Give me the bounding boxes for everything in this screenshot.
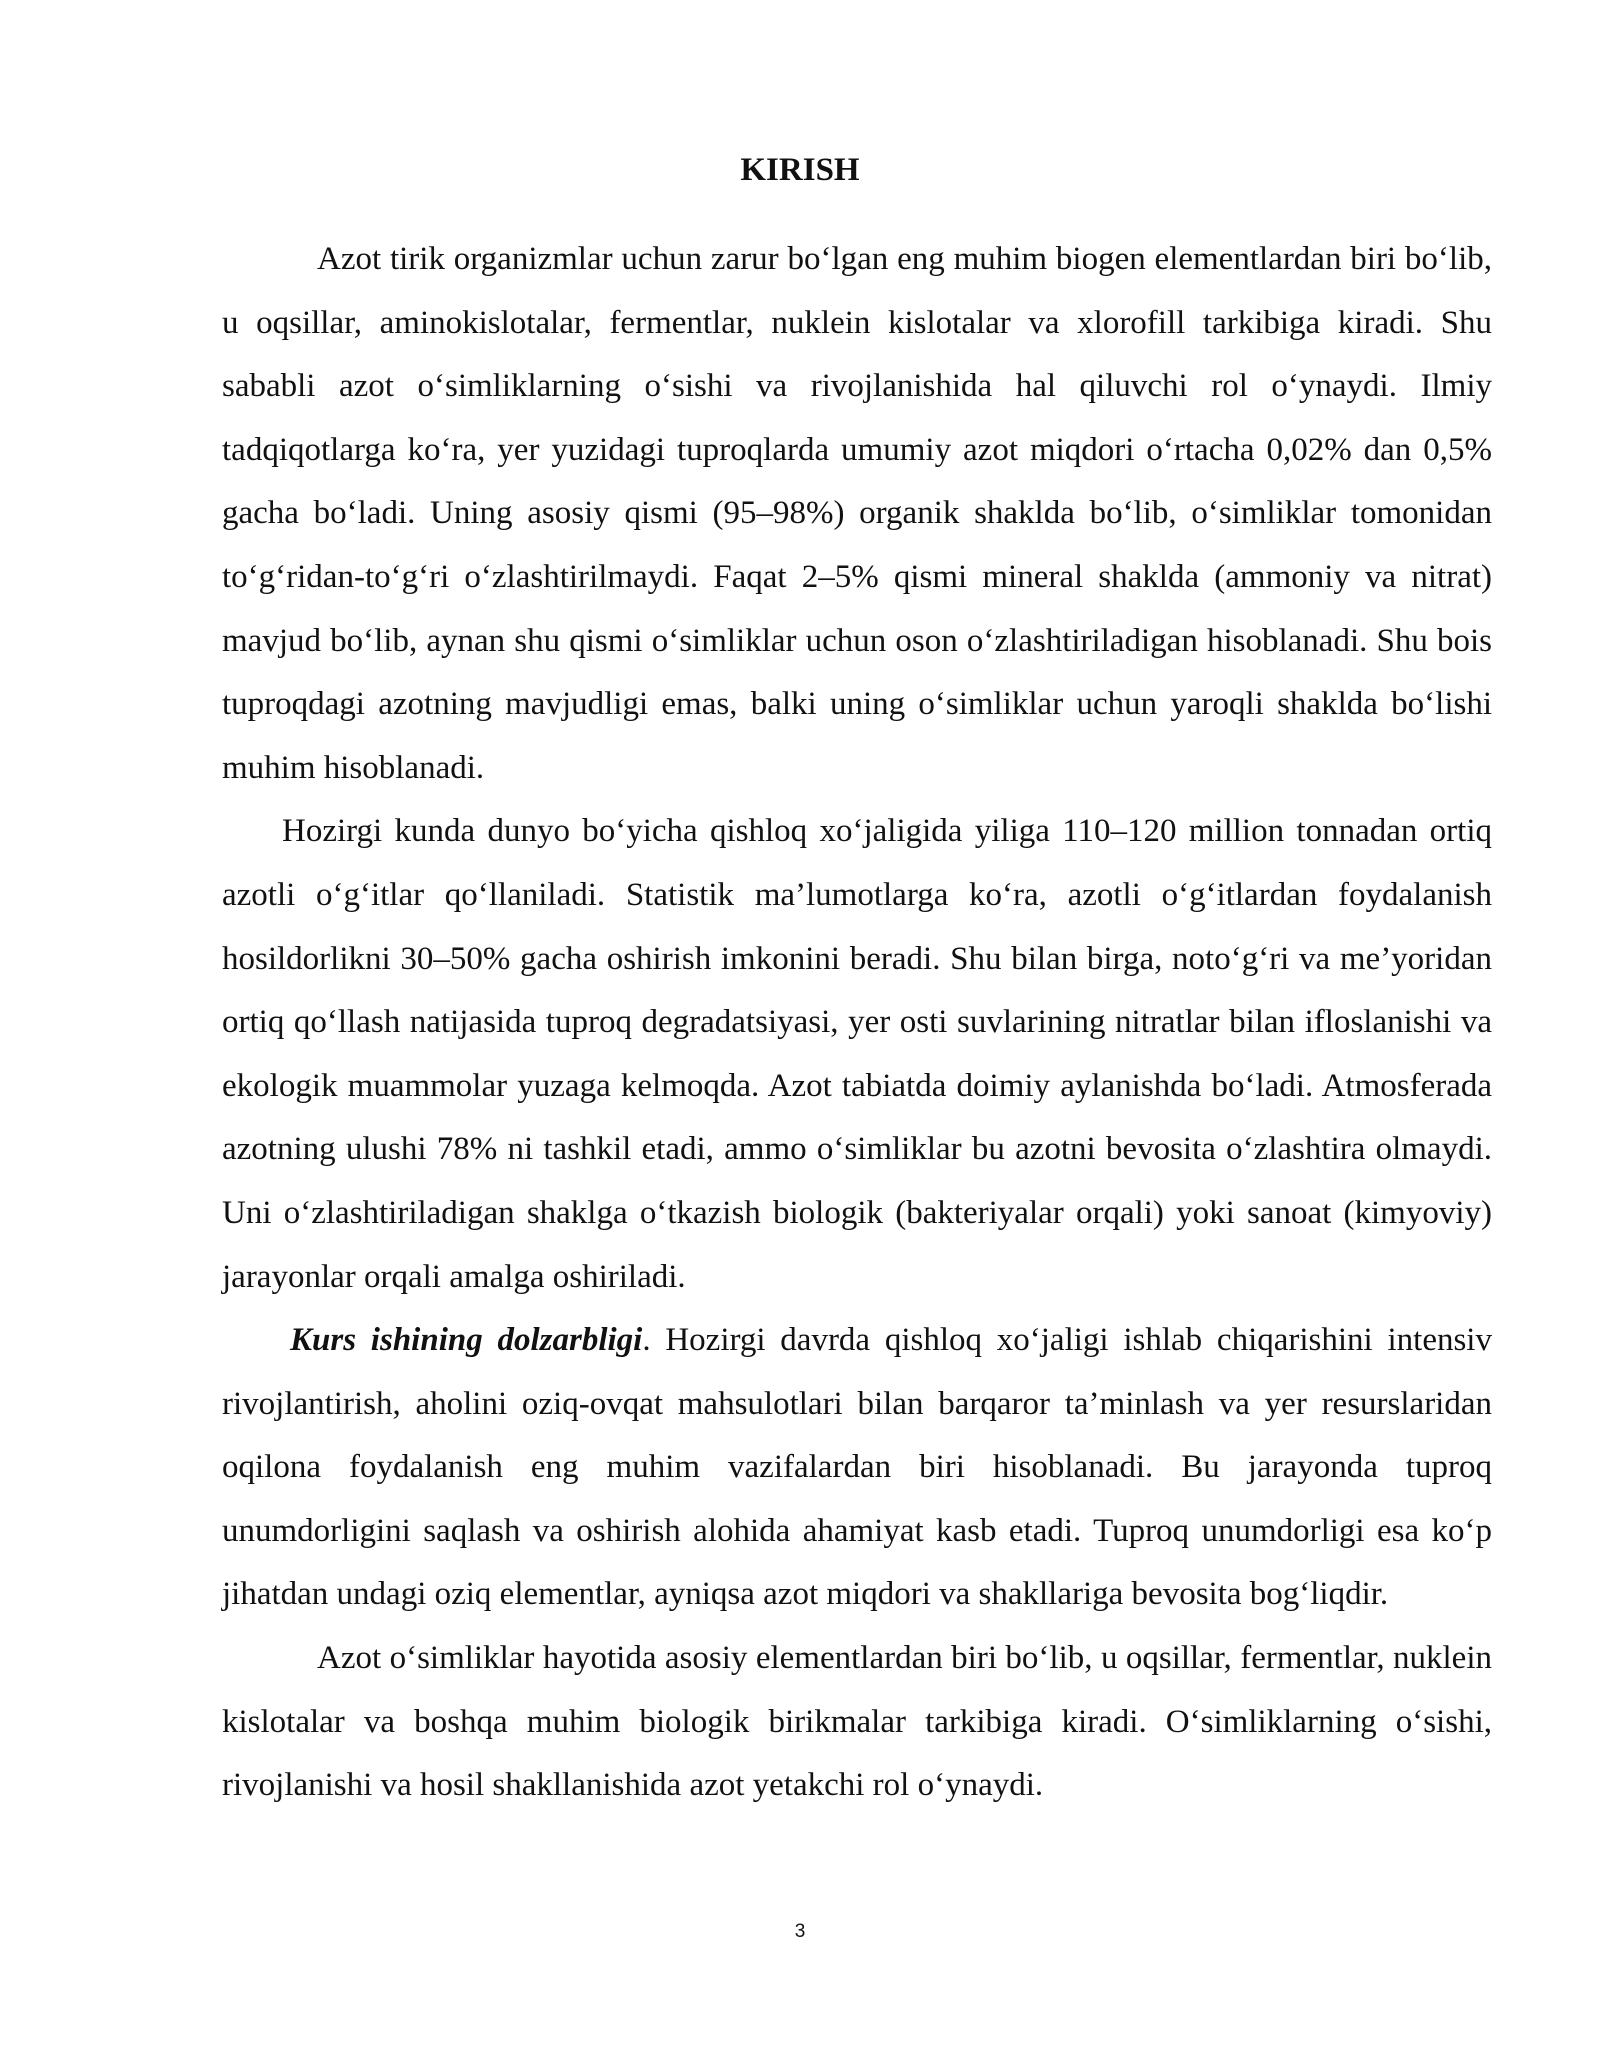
paragraph-1: Azot tirik organizmlar uchun zarur bo‘lgan eng muhim biogen elementlardan biri bo‘lib, u oqsillar, aminokislotalar, fermentlar, nuklein kislotalar va xlorofill tarkibiga kiradi. Shu sababli azot o‘simliklarning o‘sishi va rivojlanishida hal qiluvchi rol o‘ynaydi. Ilmiy tadqiqotlarga ko‘ra, yer yuzidagi tuproqlarda umumiy azot miqdori o‘rtacha 0,02% dan 0,5% gacha bo‘ladi. Uning asosiy qismi (95–98%) organik shaklda bo‘lib, o‘simliklar tomonidan to‘g‘ridan-to‘g‘ri o‘zlashtirilmaydi. Faqat 2–5% qismi mineral shaklda (ammoniy va nitrat) mavjud bo‘lib, aynan shu qismi o‘simliklar uchun oson o‘zlashtiriladigan hisoblanadi. Shu bois tuproqdagi azotning mavjudligi emas, balki uning o‘simliklar uchun yaroqli shaklda bo‘lishi muhim hisoblanadi.: [222, 241, 1492, 786]
paragraph-3: [222, 1309, 1492, 1627]
paragraph-3-text: . Hozirgi davrda qishloq xo‘jaligi ishlab chiqarishini intensiv rivojlantirish, aholini oziq-ovqat mahsulotlari bilan barqaror ta’minlash va yer resurslaridan oqilona foydalanish eng muhim vazifalardan biri hisoblanadi. Bu jarayonda tuproq unumdorligini saqlash va oshirish alohida ahamiyat kasb etadi. Tuproq unumdorligi esa ko‘p jihatdan undagi oziq elementlar, ayniqsa azot miqdori va shakllariga bevosita bog‘liqdir.: [222, 1322, 1492, 1613]
page-title: KIRISH: [740, 152, 860, 188]
paragraph-2: Hozirgi kunda dunyo bo‘yicha qishloq xo‘jaligida yiliga 110–120 million tonnadan ortiq azotli o‘g‘itlar qo‘llaniladi. Statistik ma’lumotlarga ko‘ra, azotli o‘g‘itlardan foydalanish hosildorlikni 30–50% gacha oshirish imkonini beradi. Shu bilan birga, noto‘g‘ri va me’yoridan ortiq qo‘llash natijasida tuproq degradatsiyasi, yer osti suvlarining nitratlar bilan ifloslanishi va ekologik muammolar yuzaga kelmoqda. Azot tabiatda doimiy aylanishda bo‘ladi. Atmosferada azotning ulushi 78% ni tashkil etadi, ammo o‘simliklar bu azotni bevosita o‘zlashtira olmaydi. Uni o‘zlashtiriladigan shaklga o‘tkazish biologik (bakteriyalar orqali) yoki sanoat (kimyoviy) jarayonlar orqali amalga oshiriladi.: [222, 813, 1492, 1295]
page-number: 3: [794, 1921, 806, 1942]
section-heading-relevance: Kurs ishining dolzarbligi: [290, 1322, 643, 1359]
document-body: [222, 228, 1492, 1818]
paragraph-4: Azot o‘simliklar hayotida asosiy elementlardan biri bo‘lib, u oqsillar, fermentlar, nuklein kislotalar va boshqa muhim biologik birikmalar tarkibiga kiradi. O‘simliklarning o‘sishi, rivojlanishi va hosil shakllanishida azot yetakchi rol o‘ynaydi.: [222, 1640, 1492, 1804]
